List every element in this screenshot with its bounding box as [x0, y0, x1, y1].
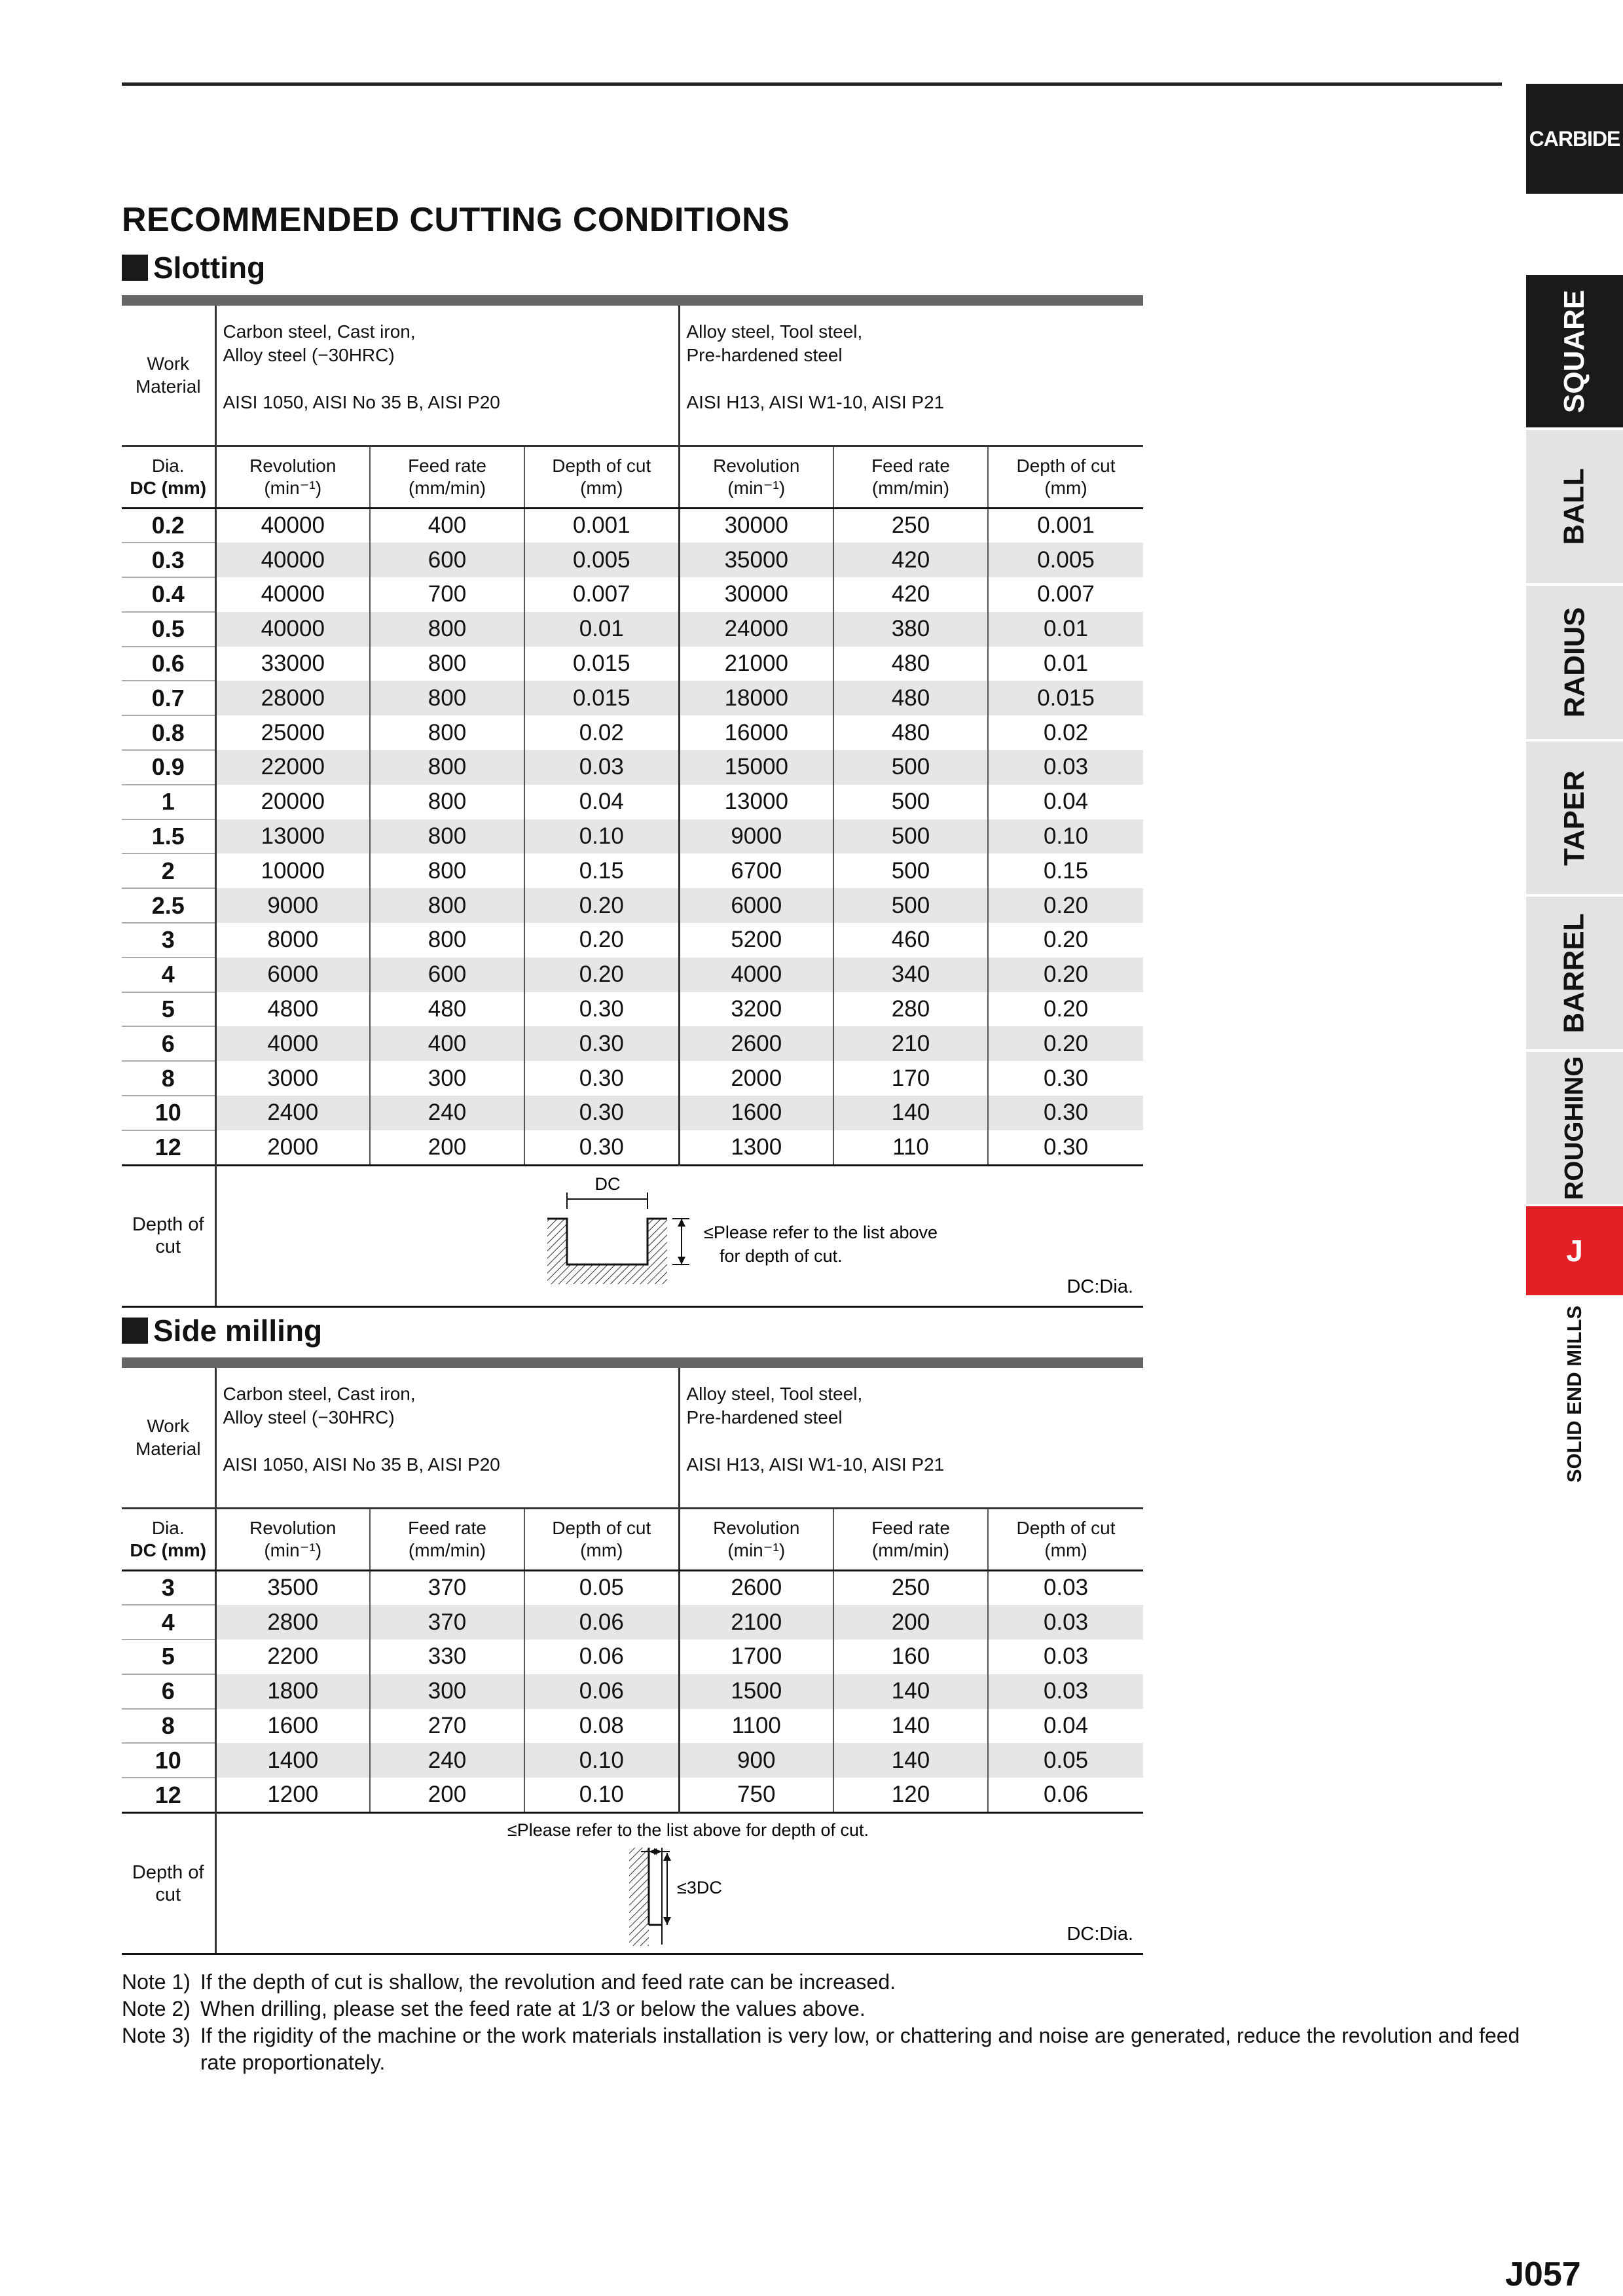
value-cell: 0.30: [1043, 1065, 1089, 1091]
value-cell: 0.20: [524, 888, 679, 923]
value-cell: 16000: [679, 715, 833, 750]
note-2: Note 2) When drilling, please set the feed rate at 1/3 or below the values above.: [122, 1997, 866, 2020]
table-row: [122, 1096, 1143, 1130]
table-row: [122, 1570, 1143, 1605]
value-cell: 8000: [215, 923, 370, 958]
value-cell: 1100: [679, 1709, 833, 1744]
dia-cell: 0.5: [122, 612, 215, 647]
table-row: [122, 888, 1143, 923]
value-cell: 700: [370, 577, 524, 612]
value-cell: 30000: [679, 577, 833, 612]
table-row: [122, 1640, 1143, 1674]
value-cell: 420: [833, 543, 988, 577]
dc-label: DC: [594, 1174, 620, 1194]
notes: [122, 1969, 1542, 2076]
value-cell: 2600: [679, 1570, 833, 1605]
value-cell: 9000: [215, 888, 370, 923]
value-cell: 240: [370, 1743, 524, 1778]
value-cell: 140: [833, 1743, 988, 1778]
top-rule: [122, 82, 1502, 86]
value-cell: 140: [833, 1674, 988, 1709]
value-cell: 0.20: [988, 888, 1143, 923]
value-cell: 480: [833, 681, 988, 715]
value-cell: 3000: [215, 1061, 370, 1096]
side-milling-diagram: [217, 1814, 1142, 1953]
value-cell: 0.30: [988, 1096, 1143, 1130]
dia-cell: 8: [122, 1709, 215, 1744]
value-cell: 25000: [215, 715, 370, 750]
dia-cell: 2.5: [122, 888, 215, 923]
value-cell: 0.04: [1043, 1713, 1089, 1739]
value-cell: 33000: [215, 647, 370, 681]
value-cell: 800: [370, 819, 524, 854]
tab-radius[interactable]: RADIUS: [1526, 586, 1623, 739]
value-cell: 0.03: [1043, 1643, 1089, 1670]
value-cell: 4000: [679, 958, 833, 992]
dia-cell: 0.2: [122, 508, 215, 543]
value-cell: 0.30: [1043, 1134, 1089, 1160]
material-group-1: Carbon steel, Cast iron, Alloy steel (−30HRC) AISI 1050, AISI No 35 B, AISI P20: [215, 1368, 679, 1508]
value-cell: 800: [370, 681, 524, 715]
value-cell: 330: [370, 1640, 524, 1674]
value-cell: 370: [370, 1570, 524, 1605]
side-fig-note: ≤Please refer to the list above for depth of cut.: [507, 1820, 869, 1840]
value-cell: 300: [370, 1674, 524, 1709]
tab-j-active[interactable]: J: [1526, 1206, 1623, 1295]
value-cell: 0.20: [524, 923, 679, 958]
tab-carbide[interactable]: [1526, 84, 1623, 194]
side-milling-table: [122, 1357, 1143, 1955]
table-row: [122, 923, 1143, 958]
value-cell: 0.10: [524, 819, 679, 854]
value-cell: 400: [370, 508, 524, 543]
slotting-depth-figure: [215, 1165, 1143, 1306]
table-row: [122, 577, 1143, 612]
dia-cell: 2: [122, 853, 215, 888]
value-cell: 0.03: [988, 750, 1143, 785]
material-group-1: Carbon steel, Cast iron, Alloy steel (−30HRC) AISI 1050, AISI No 35 B, AISI P20: [215, 306, 679, 446]
value-cell: 0.30: [524, 1026, 679, 1061]
value-cell: 210: [833, 1026, 988, 1061]
value-cell: 35000: [679, 543, 833, 577]
value-cell: 0.20: [988, 1026, 1143, 1061]
value-cell: 0.03: [988, 1605, 1143, 1640]
value-cell: 800: [370, 785, 524, 819]
side-milling-title: Side milling: [153, 1314, 323, 1348]
value-cell: 0.20: [988, 958, 1143, 992]
table-row: [122, 508, 1143, 543]
value-cell: 250: [833, 1570, 988, 1605]
table-row: [122, 853, 1143, 888]
table-row: [122, 992, 1143, 1027]
value-cell: 0.001: [524, 508, 679, 543]
column-header-row: Dia. DC (mm) Revolution (min⁻¹) Feed rate (mm/min) Depth of cut (mm) Revolution (min⁻¹) Feed rate (mm/min) Depth of cut (mm): [122, 1508, 1143, 1570]
value-cell: 800: [370, 888, 524, 923]
dia-cell: 10: [122, 1096, 215, 1130]
dc-dia-note-slotting: DC:Dia.: [1066, 1276, 1133, 1297]
value-cell: 200: [370, 1130, 524, 1165]
note-1: Note 1) If the depth of cut is shallow, the revolution and feed rate can be increased.: [122, 1970, 896, 1994]
value-cell: 0.03: [524, 750, 679, 785]
dia-cell: 6: [122, 1026, 215, 1061]
dia-cell: 1: [122, 785, 215, 819]
value-cell: 21000: [679, 647, 833, 681]
value-cell: 600: [370, 958, 524, 992]
value-cell: 2000: [679, 1061, 833, 1096]
side-milling-depth-figure: [215, 1813, 1143, 1954]
dia-cell: 0.3: [122, 543, 215, 577]
value-cell: 480: [833, 715, 988, 750]
value-cell: 1700: [679, 1640, 833, 1674]
table-row: [122, 1026, 1143, 1061]
square-bullet-icon: [122, 255, 148, 281]
value-cell: 280: [833, 992, 988, 1027]
tab-roughing[interactable]: ROUGHING: [1526, 1052, 1623, 1204]
value-cell: 6000: [679, 888, 833, 923]
dia-cell: 4: [122, 958, 215, 992]
value-cell: 500: [833, 853, 988, 888]
section-title-slotting: [122, 250, 265, 285]
dia-cell: 0.9: [122, 750, 215, 785]
value-cell: 200: [833, 1605, 988, 1640]
value-cell: 4800: [215, 992, 370, 1027]
value-cell: 1300: [679, 1130, 833, 1165]
value-cell: 0.001: [1037, 512, 1095, 539]
value-cell: 0.005: [988, 543, 1143, 577]
value-cell: 1400: [215, 1743, 370, 1778]
value-cell: 800: [370, 853, 524, 888]
value-cell: 1800: [215, 1674, 370, 1709]
section-title-side-milling: [122, 1313, 322, 1348]
value-cell: 0.03: [988, 1674, 1143, 1709]
dia-cell: 0.4: [122, 577, 215, 612]
value-cell: 500: [833, 888, 988, 923]
page-title: RECOMMENDED CUTTING CONDITIONS: [122, 201, 790, 239]
value-cell: 15000: [679, 750, 833, 785]
value-cell: 380: [833, 612, 988, 647]
slotting-title: Slotting: [153, 251, 266, 285]
dia-cell: 0.7: [122, 681, 215, 715]
depth-of-cut-label: Depth of cut: [122, 1165, 215, 1306]
table-row: [122, 1605, 1143, 1640]
square-bullet-icon: [122, 1318, 148, 1344]
tab-square[interactable]: SQUARE: [1526, 275, 1623, 427]
value-cell: 0.10: [988, 819, 1143, 854]
value-cell: 0.20: [1043, 927, 1089, 953]
value-cell: 0.06: [1043, 1782, 1089, 1808]
value-cell: 4000: [215, 1026, 370, 1061]
value-cell: 340: [833, 958, 988, 992]
value-cell: 0.30: [524, 1130, 679, 1165]
value-cell: 40000: [215, 577, 370, 612]
value-cell: 250: [833, 508, 988, 543]
value-cell: 0.005: [524, 543, 679, 577]
value-cell: 1500: [679, 1674, 833, 1709]
value-cell: 3200: [679, 992, 833, 1027]
value-cell: 600: [370, 543, 524, 577]
table-row: [122, 958, 1143, 992]
note-3: Note 3) If the rigidity of the machine or the work materials installation is very low, or chattering and noise are generated, reduce the revolution and feed rate proportionately.: [122, 2024, 1520, 2074]
table-row: [122, 1743, 1143, 1778]
value-cell: 2000: [215, 1130, 370, 1165]
value-cell: 0.10: [524, 1778, 679, 1812]
dc-dia-note-side: DC:Dia.: [1066, 1924, 1133, 1945]
value-cell: 500: [833, 785, 988, 819]
value-cell: 0.015: [524, 681, 679, 715]
dia-cell: 3: [122, 1570, 215, 1605]
value-cell: 0.03: [1043, 1575, 1089, 1601]
table-row: [122, 543, 1143, 577]
value-cell: 0.20: [1043, 996, 1089, 1022]
dia-cell: 3: [122, 923, 215, 958]
value-cell: 0.15: [524, 853, 679, 888]
value-cell: 370: [370, 1605, 524, 1640]
value-cell: 6000: [215, 958, 370, 992]
dia-cell: 12: [122, 1778, 215, 1812]
value-cell: 480: [833, 647, 988, 681]
value-cell: 0.01: [988, 612, 1143, 647]
value-cell: 0.06: [524, 1674, 679, 1709]
value-cell: 9000: [679, 819, 833, 854]
value-cell: 1200: [215, 1778, 370, 1812]
table-row: [122, 1778, 1143, 1812]
value-cell: 0.01: [524, 612, 679, 647]
dia-cell: 8: [122, 1061, 215, 1096]
value-cell: 2100: [679, 1605, 833, 1640]
value-cell: 0.15: [1043, 857, 1089, 884]
value-cell: 0.01: [1043, 651, 1089, 677]
value-cell: 18000: [679, 681, 833, 715]
value-cell: 750: [679, 1778, 833, 1812]
value-cell: 420: [833, 577, 988, 612]
dia-cell: 10: [122, 1743, 215, 1778]
value-cell: 0.30: [524, 1096, 679, 1130]
value-cell: 500: [833, 750, 988, 785]
value-cell: 460: [833, 923, 988, 958]
value-cell: 40000: [215, 543, 370, 577]
dia-cell: 0.8: [122, 715, 215, 750]
value-cell: 0.20: [524, 958, 679, 992]
value-cell: 0.04: [1043, 789, 1089, 815]
column-header-row: Dia. DC (mm) Revolution (min⁻¹) Feed rate (mm/min) Depth of cut (mm) Revolution (min⁻¹) Feed rate (mm/min) Depth of cut (mm): [122, 446, 1143, 508]
value-cell: 40000: [215, 508, 370, 543]
slotting-fig-note-1: ≤Please refer to the list above: [703, 1222, 938, 1242]
value-cell: 0.04: [524, 785, 679, 819]
value-cell: 0.05: [524, 1570, 679, 1605]
tab-ball[interactable]: BALL: [1526, 430, 1623, 583]
slotting-fig-note-2: for depth of cut.: [719, 1246, 843, 1266]
value-cell: 2600: [679, 1026, 833, 1061]
value-cell: 2200: [215, 1640, 370, 1674]
table-row: [122, 1130, 1143, 1165]
value-cell: 800: [370, 750, 524, 785]
work-material-label: Work Material: [122, 306, 215, 446]
material-group-2: Alloy steel, Tool steel, Pre-hardened steel AISI H13, AISI W1-10, AISI P21: [679, 1368, 1143, 1508]
value-cell: 480: [370, 992, 524, 1027]
work-material-label: Work Material: [122, 1368, 215, 1508]
value-cell: 6700: [679, 853, 833, 888]
dia-cell: 4: [122, 1605, 215, 1640]
value-cell: 0.06: [524, 1605, 679, 1640]
value-cell: 28000: [215, 681, 370, 715]
value-cell: 20000: [215, 785, 370, 819]
value-cell: 0.06: [524, 1640, 679, 1674]
value-cell: 800: [370, 715, 524, 750]
dia-cell: 1.5: [122, 819, 215, 854]
dia-cell: 5: [122, 992, 215, 1027]
dia-cell: 5: [122, 1640, 215, 1674]
value-cell: 140: [833, 1709, 988, 1744]
slotting-table: [122, 295, 1143, 1308]
value-cell: 120: [833, 1778, 988, 1812]
value-cell: 200: [370, 1778, 524, 1812]
table-row: [122, 647, 1143, 681]
value-cell: 22000: [215, 750, 370, 785]
table-row: [122, 612, 1143, 647]
value-cell: 13000: [679, 785, 833, 819]
tab-taper[interactable]: TAPER: [1526, 742, 1623, 894]
value-cell: 0.015: [988, 681, 1143, 715]
three-dc-label: ≤3DC: [676, 1878, 722, 1898]
value-cell: 40000: [215, 612, 370, 647]
value-cell: 140: [833, 1096, 988, 1130]
dia-cell: 12: [122, 1130, 215, 1165]
value-cell: 240: [370, 1096, 524, 1130]
value-cell: 30000: [679, 508, 833, 543]
tab-barrel[interactable]: BARREL: [1526, 897, 1623, 1049]
table-row: [122, 681, 1143, 715]
value-cell: 0.08: [524, 1709, 679, 1744]
value-cell: 5200: [679, 923, 833, 958]
value-cell: 0.007: [524, 577, 679, 612]
table-row: [122, 1061, 1143, 1096]
value-cell: 13000: [215, 819, 370, 854]
value-cell: 3500: [215, 1570, 370, 1605]
table-row: [122, 785, 1143, 819]
slotting-diagram: [217, 1166, 1142, 1306]
value-cell: 900: [679, 1743, 833, 1778]
value-cell: 2800: [215, 1605, 370, 1640]
value-cell: 500: [833, 819, 988, 854]
value-cell: 170: [833, 1061, 988, 1096]
value-cell: 0.007: [1037, 581, 1095, 607]
table-row: [122, 819, 1143, 854]
value-cell: 0.015: [524, 647, 679, 681]
material-group-2: Alloy steel, Tool steel, Pre-hardened steel AISI H13, AISI W1-10, AISI P21: [679, 306, 1143, 446]
value-cell: 0.30: [524, 992, 679, 1027]
carbide-label: CARBIDE: [1529, 126, 1620, 151]
dia-cell: 0.6: [122, 647, 215, 681]
value-cell: 800: [370, 612, 524, 647]
value-cell: 0.10: [524, 1743, 679, 1778]
depth-of-cut-label: Depth of cut: [122, 1813, 215, 1954]
value-cell: 300: [370, 1061, 524, 1096]
value-cell: 1600: [679, 1096, 833, 1130]
value-cell: 24000: [679, 612, 833, 647]
table-row: [122, 750, 1143, 785]
value-cell: 270: [370, 1709, 524, 1744]
value-cell: 2400: [215, 1096, 370, 1130]
value-cell: 0.02: [1043, 719, 1089, 745]
value-cell: 800: [370, 647, 524, 681]
value-cell: 0.30: [524, 1061, 679, 1096]
table-row: [122, 1674, 1143, 1709]
value-cell: 1600: [215, 1709, 370, 1744]
value-cell: 160: [833, 1640, 988, 1674]
value-cell: 0.05: [988, 1743, 1143, 1778]
value-cell: 0.02: [524, 715, 679, 750]
value-cell: 800: [370, 923, 524, 958]
value-cell: 400: [370, 1026, 524, 1061]
value-cell: 110: [833, 1130, 988, 1165]
dia-cell: 6: [122, 1674, 215, 1709]
table-row: [122, 1709, 1143, 1744]
category-label: SOLID END MILLS: [1563, 1305, 1586, 1483]
value-cell: 10000: [215, 853, 370, 888]
page-number: J057: [1505, 2255, 1581, 2293]
table-row: [122, 715, 1143, 750]
